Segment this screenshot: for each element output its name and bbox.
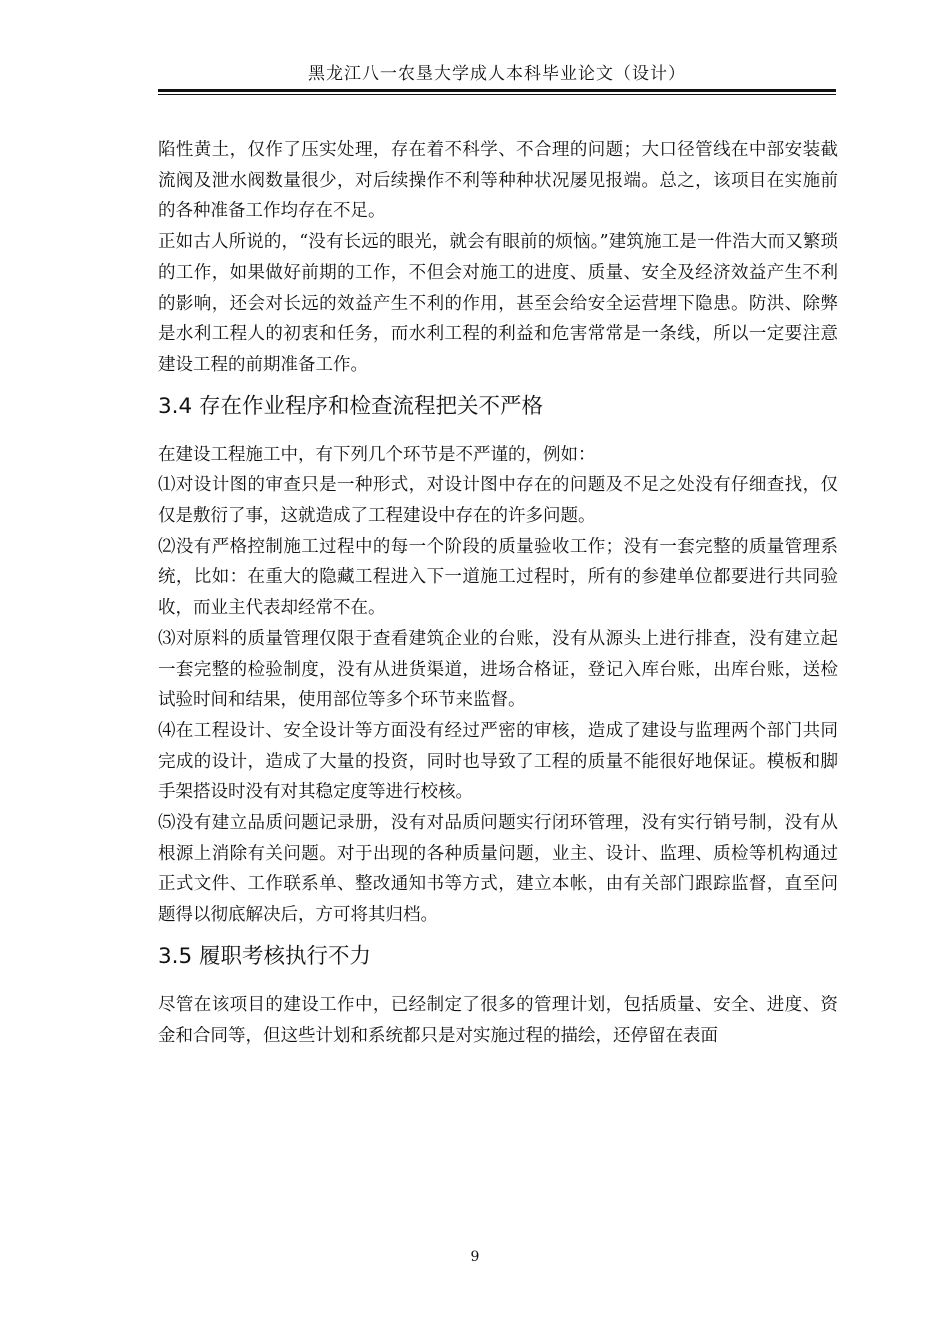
list-item-2: ⑵没有严格控制施工过程中的每一个阶段的质量验收工作；没有一套完整的质量管理系统，比如：在重大的隐藏工程进入下一道施工过程时，所有的参建单位都要进行共同验收，而业主代表却经常不在。 [158,536,838,619]
list-item-1: ⑴对设计图的审查只是一种形式，对设计图中存在的问题及不足之处没有仔细查找，仅仅是敷衍了事，这就造成了工程建设中存在的许多问题。 [158,475,838,527]
page-number: 9 [470,1249,480,1265]
header-rule-thin [158,94,836,95]
list-item-4: ⑷在工程设计、安全设计等方面没有经过严密的审核，造成了建设与监理两个部门共同完成的设计，造成了大量的投资，同时也导致了工程的质量不能很好地保证。模板和脚手架搭设时没有对其稳定度等进行校核。 [158,720,838,803]
paragraph-continuation: 陷性黄土，仅作了压实处理，存在着不科学、不合理的问题；大口径管线在中部安装截流阀及泄水阀数量很少，对后续操作不利等种种状况屡见报端。总之，该项目在实施前的各种准备工作均存在不足。 [158,140,838,222]
header-rule-thick [158,89,836,92]
paragraph-preparation: 正如古人所说的，“没有长远的眼光，就会有眼前的烦恼。”建筑施工是一件浩大而又繁琐的工作，如果做好前期的工作，不但会对施工的进度、质量、安全及经济效益产生不利的影响，还会对长远的效益产生不利的作用，甚至会给安全运营埋下隐患。防洪、除弊是水利工程人的初衷和任务，而水利工程的利益和危害常常是一条线，所以一定要注意建设工程的前期准备工作。 [158,232,838,375]
page-body [158,135,838,1051]
section-heading-3-4: 3.4 存在作业程序和检查流程把关不严格 [158,393,544,419]
section-3-4-intro: 在建设工程施工中，有下列几个环节是不严谨的，例如： [158,444,596,465]
section-3-5-paragraph: 尽管在该项目的建设工作中，已经制定了很多的管理计划，包括质量、安全、进度、资金和合同等，但这些计划和系统都只是对实施过程的描绘，还停留在表面 [158,994,838,1046]
list-item-3: ⑶对原料的质量管理仅限于查看建筑企业的台账，没有从源头上进行排查，没有建立起一套完整的检验制度，没有从进货渠道，进场合格证，登记入库台账，出库台账，送检试验时间和结果，使用部位等多个环节来监督。 [158,628,838,711]
running-header: 黑龙江八一农垦大学成人本科毕业论文（设计） [308,64,686,84]
section-heading-3-5: 3.5 履职考核执行不力 [158,943,372,969]
list-item-5: ⑸没有建立品质问题记录册，没有对品质问题实行闭环管理，没有实行销号制，没有从根源上消除有关问题。对于出现的各种质量问题，业主、设计、监理、质检等机构通过正式文件、工作联系单、整改通知书等方式，建立本帐，由有关部门跟踪监督，直至问题得以彻底解决后，方可将其归档。 [158,813,838,926]
